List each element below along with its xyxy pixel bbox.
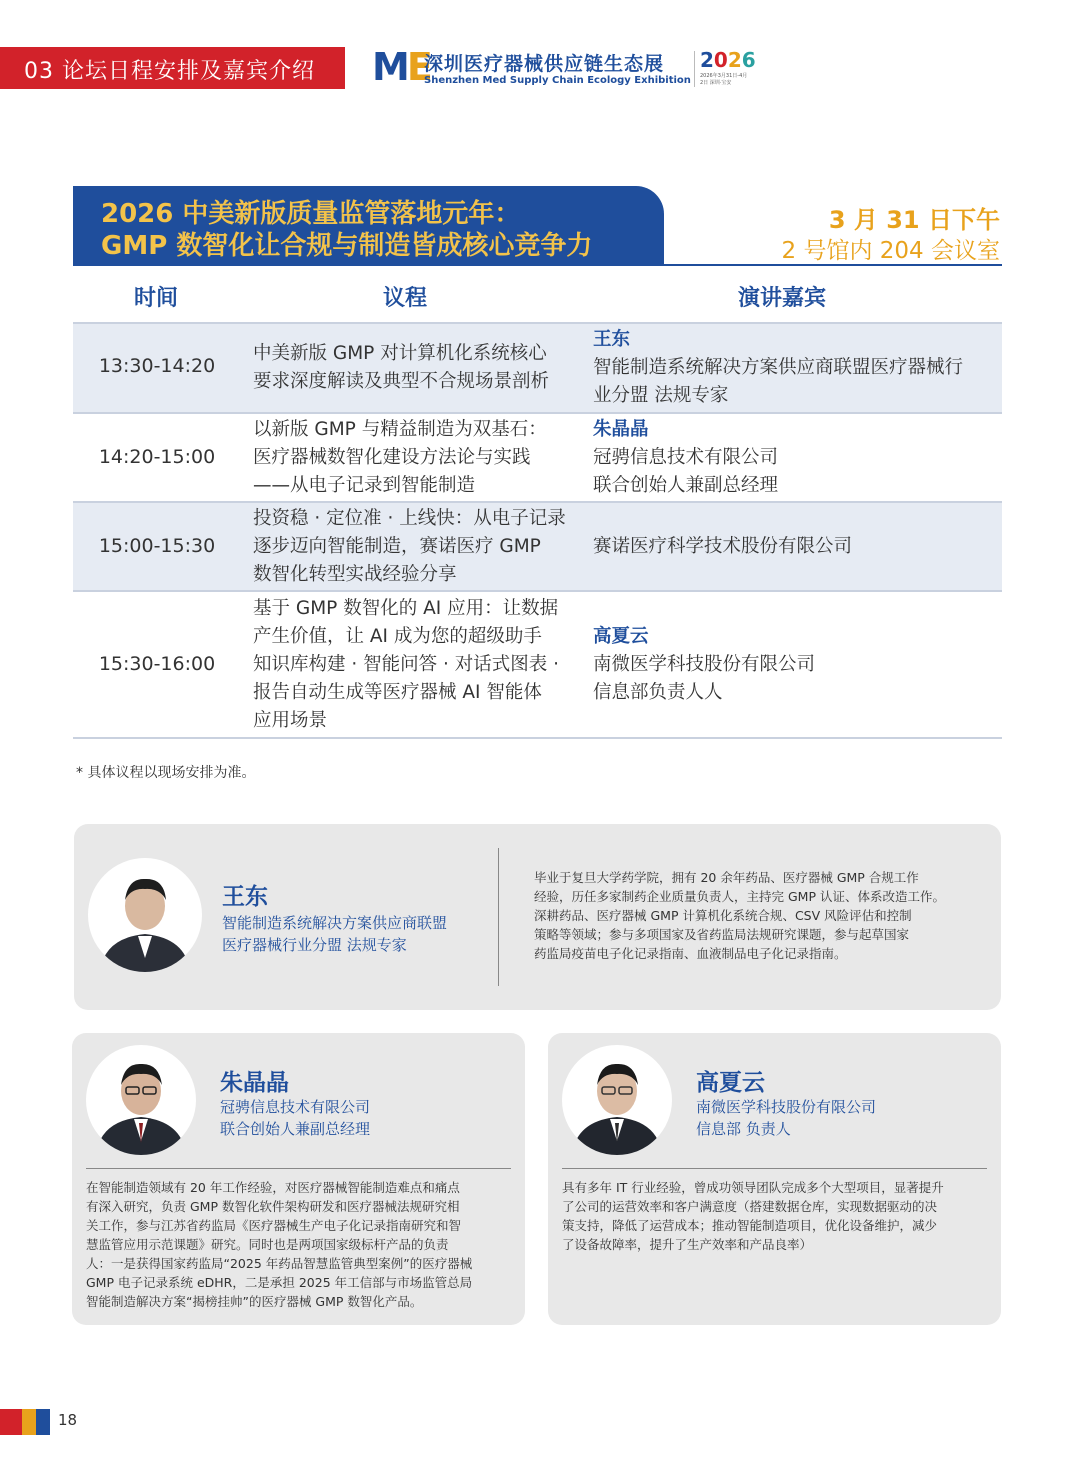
row-speaker	[593, 533, 998, 561]
bio-line: 药监局疫苗电子化记录指南、血液制品电子化记录指南。	[534, 946, 847, 961]
speaker-info-line: 赛诺医疗科学技术股份有限公司	[593, 536, 853, 557]
row-speaker	[593, 623, 998, 707]
bio-line: 经验，历任多家制药企业质量负责人，主持完 GMP 认证、体系改造工作。	[534, 889, 945, 904]
row-time: 14:20-15:00	[98, 446, 216, 468]
header-time: 时间	[134, 286, 179, 311]
topic-line: 产生价值，让 AI 成为您的超级助手	[253, 626, 542, 647]
row-topic	[253, 416, 573, 500]
speaker-info-line: 南微医学科技股份有限公司	[593, 654, 816, 675]
row-time: 13:30-14:20	[98, 355, 216, 377]
row-time: 15:30-16:00	[98, 653, 216, 675]
speaker-card	[548, 1033, 1001, 1325]
speaker-name: 朱晶晶	[593, 419, 649, 440]
speaker-bio	[86, 1178, 472, 1311]
avatar-icon	[88, 858, 202, 972]
page-number: 18	[58, 1411, 78, 1429]
topic-line: 投资稳 · 定位准 · 上线快：从电子记录	[253, 508, 566, 529]
row-speaker	[593, 416, 998, 500]
speaker-name: 高夏云	[593, 626, 649, 647]
topic-line: 逐步迈向智能制造，赛诺医疗 GMP	[253, 536, 541, 557]
topic-line: 要求深度解读及典型不合规场景剖析	[253, 371, 550, 392]
speaker-bio	[562, 1178, 944, 1254]
org-line: 冠骋信息技术有限公司	[220, 1098, 371, 1116]
agenda-note: * 具体议程以现场安排为准。	[76, 765, 256, 781]
speaker-info-line: 业分盟 法规专家	[593, 385, 729, 406]
forum-room: 2 号馆内 204 会议室	[781, 238, 1000, 264]
topic-line: 知识库构建 · 智能问答 · 对话式图表 ·	[253, 654, 560, 675]
avatar-icon	[562, 1045, 672, 1155]
header-topic: 议程	[383, 286, 428, 311]
bio-line: 了公司的运营效率和客户满意度（搭建数据仓库，实现数据驱动的决	[562, 1199, 938, 1214]
topic-line: 以新版 GMP 与精益制造为双基石：	[253, 419, 547, 440]
speaker-photo	[88, 858, 202, 972]
bio-line: 有深入研究，负责 GMP 数智化软件架构研发和医疗器械法规研究相	[86, 1199, 460, 1214]
logo-divider	[694, 51, 695, 87]
table-divider	[73, 737, 1002, 739]
speaker-info-line: 智能制造系统解决方案供应商联盟医疗器械行	[593, 357, 964, 378]
topic-line: 数智化转型实战经验分享	[253, 564, 457, 585]
topic-line: 医疗器械数智化建设方法论与实践	[253, 447, 531, 468]
card-divider	[498, 848, 499, 986]
logo-date: 2026年3月31日-4月2日 深圳·宝安	[700, 73, 748, 86]
logo-english-name: Shenzhen Med Supply Chain Ecology Exhibition	[424, 75, 691, 86]
speaker-card-name: 高夏云	[696, 1070, 765, 1096]
topic-line: 报告自动生成等医疗器械 AI 智能体	[253, 682, 542, 703]
forum-title-line2: GMP 数智化让合规与制造皆成核心竞争力	[101, 231, 593, 261]
row-speaker	[593, 326, 998, 410]
avatar-icon	[86, 1045, 196, 1155]
topic-line: 应用场景	[253, 710, 328, 731]
speaker-info-line: 联合创始人兼副总经理	[593, 475, 779, 496]
bio-line: 智能制造解决方案“揭榜挂帅”的医疗器械 GMP 数智化产品。	[86, 1294, 423, 1309]
footer-bar-gold	[22, 1409, 36, 1435]
section-title: 03 论坛日程安排及嘉宾介绍	[24, 59, 315, 84]
org-line: 联合创始人兼副总经理	[220, 1120, 371, 1138]
row-topic	[253, 595, 573, 735]
org-line: 智能制造系统解决方案供应商联盟	[222, 914, 448, 932]
bio-line: 策略等领域；参与多项国家及省药监局法规研究课题，参与起草国家	[534, 927, 910, 942]
speaker-card-org	[696, 1096, 876, 1140]
speaker-card-org	[220, 1096, 370, 1140]
header-speaker: 演讲嘉宾	[738, 286, 827, 311]
speaker-card-org	[222, 912, 447, 956]
speaker-name: 王东	[593, 329, 631, 350]
speaker-info-line: 信息部负责人人	[593, 682, 723, 703]
speaker-bio	[534, 868, 945, 963]
logo-year: 2026	[700, 48, 756, 72]
row-topic	[253, 505, 573, 589]
bio-line: 深耕药品、医疗器械 GMP 计算机化系统合规、CSV 风险评估和控制	[534, 908, 912, 923]
bio-line: 人：一是获得国家药监局“2025 年药品智慧监管典型案例”的医疗器械	[86, 1256, 473, 1271]
bio-line: 关工作，参与江苏省药监局《医疗器械生产电子化记录指南研究和智	[86, 1218, 462, 1233]
topic-line: ——从电子记录到智能制造	[253, 475, 476, 496]
speaker-card-name: 王东	[222, 884, 268, 910]
topic-line: 基于 GMP 数智化的 AI 应用：让数据	[253, 598, 559, 619]
forum-date: 3 月 31 日下午	[828, 206, 1000, 234]
footer-bar-red	[0, 1409, 22, 1435]
topic-line: 中美新版 GMP 对计算机化系统核心	[253, 343, 547, 364]
speaker-info-line: 冠骋信息技术有限公司	[593, 447, 779, 468]
bio-line: 毕业于复旦大学药学院，拥有 20 余年药品、医疗器械 GMP 合规工作	[534, 870, 919, 885]
card-divider	[86, 1168, 511, 1169]
table-row	[73, 592, 1002, 737]
card-divider	[562, 1168, 987, 1169]
speaker-card	[74, 824, 1001, 1010]
speaker-photo	[562, 1045, 672, 1155]
bio-line: 在智能制造领域有 20 年工作经验，对医疗器械智能制造难点和痛点	[86, 1180, 460, 1195]
forum-title-line1: 2026 中美新版质量监管落地元年：	[101, 199, 521, 229]
logo-mark: ME	[372, 45, 430, 89]
bio-line: 了设备故障率，提升了生产效率和产品良率）	[562, 1237, 813, 1252]
org-line: 信息部 负责人	[696, 1120, 791, 1138]
row-topic	[253, 340, 573, 396]
table-row	[73, 414, 1002, 501]
bio-line: 策支持，降低了运营成本；推动智能制造项目，优化设备维护，减少	[562, 1218, 938, 1233]
bio-line: 具有多年 IT 行业经验，曾成功领导团队完成多个大型项目，显著提升	[562, 1180, 944, 1195]
bio-line: GMP 电子记录系统 eDHR，二是承担 2025 年工信部与市场监管总局	[86, 1275, 473, 1290]
org-line: 南微医学科技股份有限公司	[696, 1098, 877, 1116]
exhibition-logo	[372, 45, 756, 91]
table-row	[73, 324, 1002, 412]
bio-line: 慧监管应用示范课题》研究。同时也是两项国家级标杆产品的负责	[86, 1237, 449, 1252]
org-line: 医疗器械行业分盟 法规专家	[222, 936, 407, 954]
section-tab	[0, 47, 345, 89]
footer-color-bar	[0, 1409, 50, 1435]
speaker-card	[72, 1033, 525, 1325]
logo-chinese-name: 深圳医疗器械供应链生态展	[424, 53, 665, 75]
row-time: 15:00-15:30	[98, 535, 216, 557]
table-row	[73, 503, 1002, 590]
speaker-photo	[86, 1045, 196, 1155]
speaker-card-name: 朱晶晶	[220, 1070, 289, 1096]
